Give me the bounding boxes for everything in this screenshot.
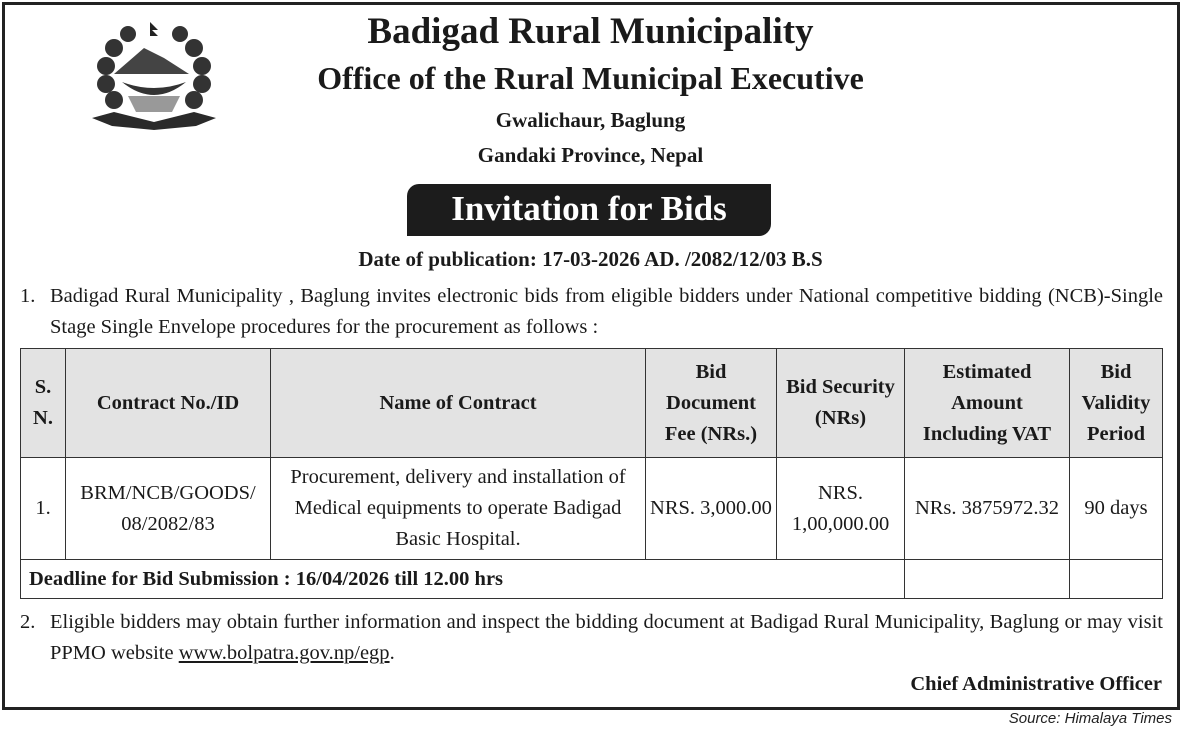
- municipality-title: Badigad Rural Municipality: [367, 11, 814, 52]
- col-bid-security: Bid Security (NRs): [777, 349, 905, 458]
- cell-contract-name: Procurement, delivery and installation of Medical equipments to operate Badigad Basic Hospital.: [271, 458, 646, 560]
- signature-title: Chief Administrative Officer: [910, 673, 1162, 695]
- cell-sn: 1.: [21, 458, 66, 560]
- deadline-row: [21, 560, 1163, 599]
- source-credit: Source: Himalaya Times: [1008, 710, 1172, 727]
- paragraph-end: .: [389, 642, 395, 664]
- paragraph-text: Badigad Rural Municipality , Baglung invites electronic bids from eligible bidders under National competitive bidding (NCB)-Single Stage Single Envelope procedures for the procurement as follows :: [50, 285, 1163, 338]
- cell-bid-security: NRS. 1,00,000.00: [777, 458, 905, 560]
- cell-contract-no: BRM/NCB/GOODS/ 08/2082/83: [66, 458, 271, 560]
- col-estimated-amount: Estimated Amount Including VAT: [905, 349, 1070, 458]
- table-row: [21, 458, 1163, 560]
- deadline-text: Deadline for Bid Submission : 16/04/2026 till 12.00 hrs: [21, 560, 905, 599]
- address-line-2: Gandaki Province, Nepal: [477, 143, 704, 167]
- col-sn: S. N.: [21, 349, 66, 458]
- bid-table: [20, 348, 1163, 599]
- empty-cell: [1070, 560, 1163, 599]
- cell-estimated-amount: NRs. 3875972.32: [905, 458, 1070, 560]
- office-subtitle: Office of the Rural Municipal Executive: [317, 60, 864, 96]
- publication-date: Date of publication: 17-03-2026 AD. /2082/12/03 B.S: [358, 247, 823, 271]
- col-contract-name: Name of Contract: [271, 349, 646, 458]
- col-contract-no: Contract No./ID: [66, 349, 271, 458]
- cell-doc-fee: NRS. 3,000.00: [646, 458, 777, 560]
- paragraph-number: 2.: [20, 611, 36, 633]
- cell-validity: 90 days: [1070, 458, 1163, 560]
- paragraph-2: [20, 607, 1163, 669]
- paragraph-text: Eligible bidders may obtain further information and inspect the bidding document at Badigad Rural Municipality, Baglung or may visit PPMO website: [50, 611, 1163, 664]
- table-header-row: [21, 349, 1163, 458]
- paragraph-1: [20, 281, 1163, 343]
- invitation-banner: Invitation for Bids: [407, 184, 771, 236]
- address-line-1: Gwalichaur, Baglung: [495, 108, 686, 132]
- col-validity: Bid Validity Period: [1070, 349, 1163, 458]
- paragraph-number: 1.: [20, 285, 36, 307]
- ppmo-website-link[interactable]: www.bolpatra.gov.np/egp: [178, 642, 390, 664]
- empty-cell: [905, 560, 1070, 599]
- col-doc-fee: Bid Document Fee (NRs.): [646, 349, 777, 458]
